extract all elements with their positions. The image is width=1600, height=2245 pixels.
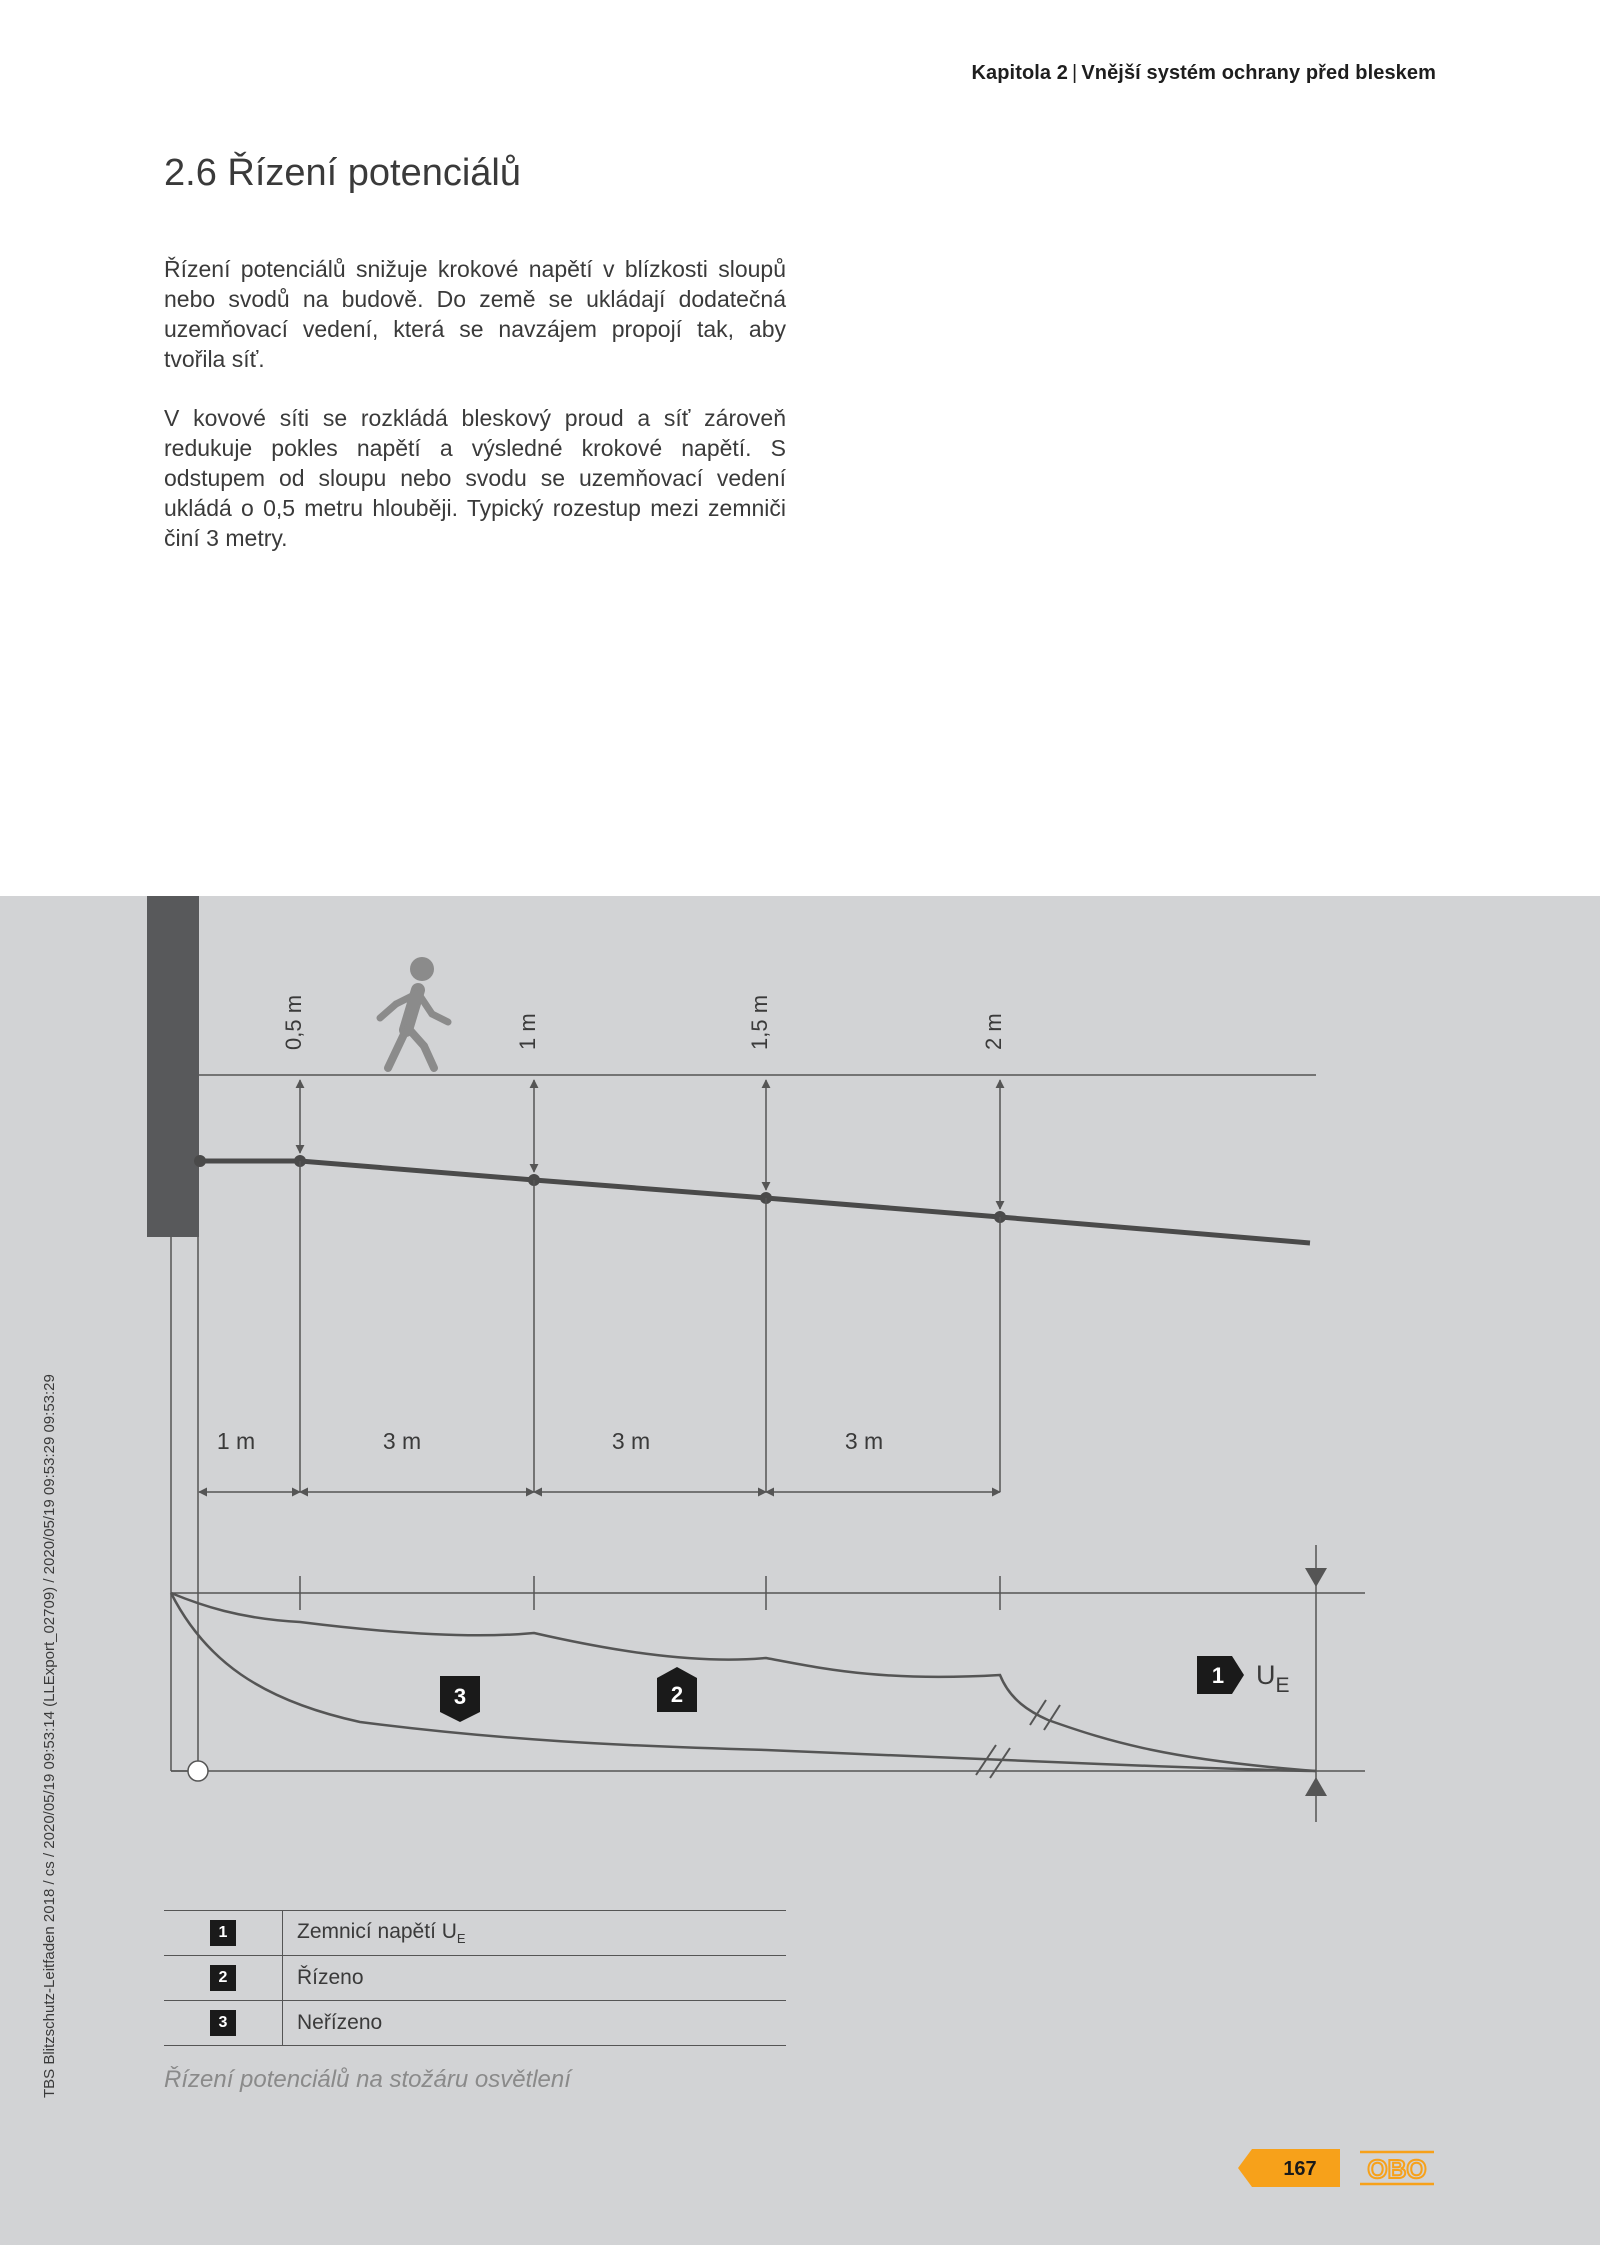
legend-row — [164, 1910, 786, 1955]
svg-text:3: 3 — [453, 1684, 467, 1709]
spacing-label-4: 3 m — [844, 1428, 884, 1454]
lighting-pole — [147, 896, 199, 1237]
legend-marker: 3 — [210, 2010, 236, 2036]
depth-label-3: 1,5 m — [747, 994, 772, 1050]
conductor-node — [194, 1155, 206, 1167]
depth-label-2: 1 m — [515, 1013, 540, 1050]
legend-label: Neřízeno — [297, 2011, 383, 2034]
curve-controlled — [171, 1593, 1316, 1771]
depth-label-4: 2 m — [981, 1013, 1006, 1050]
chapter-title: Vnější systém ochrany před bleskem — [1081, 62, 1436, 84]
svg-text:1: 1 — [1211, 1663, 1225, 1688]
spacing-label-1: 1 m — [216, 1428, 256, 1454]
break-mark — [976, 1745, 1010, 1778]
ue-arrow-top — [1305, 1568, 1327, 1587]
print-metadata-note: TBS Blitzschutz-Leitfaden 2018 / cs / 2020/05/19 09:53:14 (LLExport_02709) / 2020/05/19 09:53:29 09:53:29 — [41, 1374, 58, 2098]
break-mark — [1030, 1700, 1060, 1730]
legend-label: Zemnicí napětí $U_E$ — [297, 1919, 466, 1947]
ue-label: $U_E$ — [1256, 1660, 1290, 1697]
earth-electrode-terminal — [188, 1761, 208, 1781]
page-number: 167 — [1283, 2158, 1317, 2180]
figure-caption: Řízení potenciálů na stožáru osvětlení — [164, 2066, 571, 2093]
spacing-label-2: 3 m — [382, 1428, 422, 1454]
legend-row — [164, 2000, 786, 2046]
paragraph-1: Řízení potenciálů snižuje krokové napětí v blízkosti sloupů nebo svodů na budově. Do země se ukládají dodatečná uzemňovací vedení, která se navzájem propojí tak, aby tvořila síť. — [164, 256, 786, 372]
curve-uncontrolled — [171, 1593, 1316, 1771]
chapter-number: Kapitola 2 — [971, 62, 1069, 84]
legend-label: Řízeno — [297, 1966, 364, 1989]
section-title: 2.6 Řízení potenciálů — [164, 152, 522, 194]
marker-1 — [1197, 1656, 1244, 1694]
walking-person-icon — [380, 957, 448, 1068]
svg-text:2: 2 — [670, 1682, 684, 1707]
legend-marker: 2 — [210, 1965, 236, 1991]
ue-arrow-bottom — [1305, 1777, 1327, 1796]
earth-conductor — [199, 1161, 1310, 1243]
marker-2 — [657, 1667, 697, 1712]
header-separator: | — [1072, 62, 1078, 84]
marker-3 — [440, 1676, 480, 1722]
depth-label-1: 0,5 m — [281, 994, 306, 1050]
spacing-label-3: 3 m — [611, 1428, 651, 1454]
paragraph-2: V kovové síti se rozkládá bleskový proud a síť zároveň redukuje pokles napětí a výsledné krokové napětí. S odstupem od sloupu nebo svodu se uzemňovací vedení ukládá o 0,5 metru hlouběji. Typický rozestup mezi zemniči činí 3 metry. — [164, 405, 786, 551]
legend-table — [164, 1910, 786, 2046]
legend-row — [164, 1955, 786, 2000]
legend-marker: 1 — [210, 1920, 236, 1946]
obo-logo — [1358, 2148, 1436, 2188]
svg-text:OBO: OBO — [1367, 2154, 1427, 2184]
